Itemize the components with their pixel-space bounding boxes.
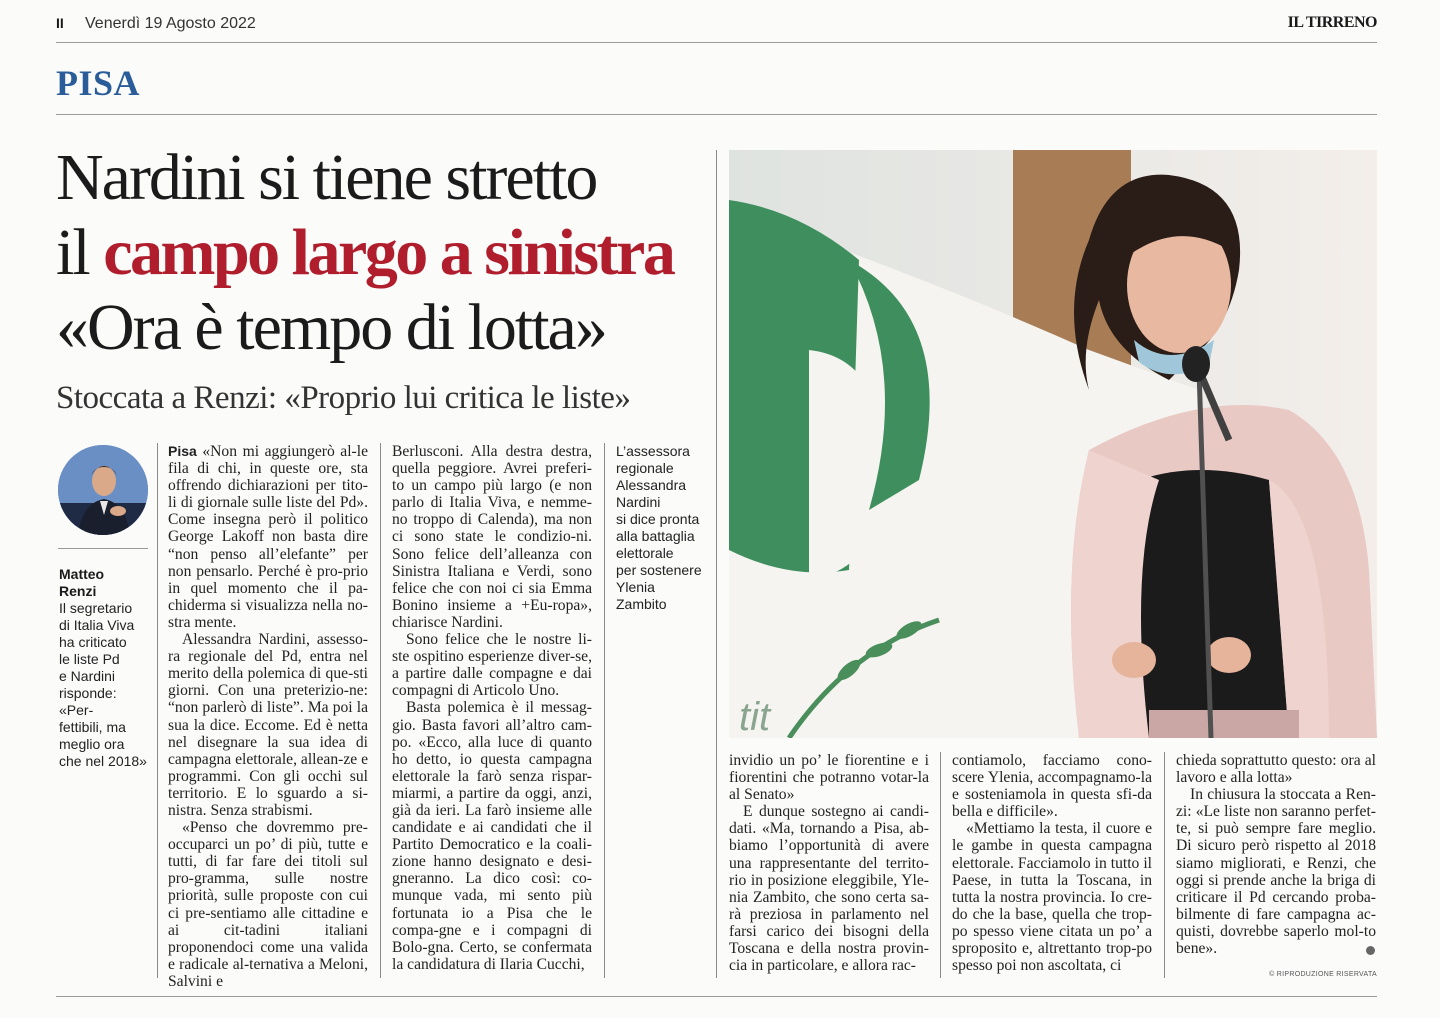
section-title: PISA <box>56 63 141 103</box>
article-paragraph: «Penso che dovremmo pre-occuparci un po’ di più, tutte e tutti, di far fare dei titoli sul pro-gramma, sulle nostre priorità, sulle proposte con cui ci pre-sentiamo alle cittadine e ai cit-tadini italiani proponendoci come una valida e radicale al-ternativa a Meloni, Salvini e <box>168 819 368 990</box>
sidebar-caption-line: meglio ora <box>59 736 125 752</box>
column-divider <box>1164 752 1165 978</box>
headline <box>56 140 716 365</box>
sidebar-caption-line: Il segretario <box>59 600 133 616</box>
article-paragraph <box>168 443 368 631</box>
sidebar-caption <box>59 566 151 770</box>
article-paragraph: «Mettiamo la testa, il cuore e le gambe in questa campagna elettorale. Facciamolo in tutto il Paese, in tutta la Toscana, in tutta la nostra provincia. Io cre-do che la base, quella che trop-po spesso viene citata un po’ a sproposito e, altrettanto trop-po spesso poi non ascoltata, ci <box>952 820 1152 975</box>
newspaper-brand: IL TIRRENO <box>1287 14 1377 31</box>
photo-caption-line: regionale <box>616 460 674 476</box>
nardini-speaking-photo-icon <box>729 150 1377 738</box>
sidebar-caption-line: di Italia Viva <box>59 617 135 633</box>
article-paragraph: Berlusconi. Alla destra destra, quella peggiore. Avrei preferi-to un campo più largo (e non parlo di Italia Viva, e nemme-no troppo di Calenda), ma non ci sono state le condizio-ni. Sono felice dell’alleanza con Sinistra Italiana e Verdi, sono felice che con noi ci sia Emma Bonino insieme a +Eu-ropa», chiarisce Nardini. <box>392 443 592 631</box>
page-number: II <box>56 15 64 31</box>
sidebar-name-line-1: Matteo <box>59 566 105 582</box>
photo-caption-line: Nardini <box>616 494 661 510</box>
headline-line-2-prefix: il <box>56 216 104 289</box>
article-paragraph-text: «Non mi aggiungerò al-le fila di chi, in queste ore, sta offrendo dichiarazioni per tito-li di giornale sulle liste del Pd». Come insegna però il politico George Lakoff non basta dire “non penso all’elefante” per non pensarlo. Perché è pro-prio in quel momento che il pa-chiderma si visualizza nella no-stra mente. <box>168 443 368 631</box>
photo-caption-line: Ylenia <box>616 579 655 595</box>
photo-caption-line: alla battaglia <box>616 528 695 544</box>
sidebar-caption-line: risponde: «Per- <box>59 685 117 718</box>
article-kicker: Pisa <box>168 443 197 459</box>
sidebar-caption-line: che nel 2018» <box>59 753 147 769</box>
headline-line-2 <box>56 215 716 290</box>
issue-date: Venerdì 19 Agosto 2022 <box>85 15 256 32</box>
photo-caption-line: si dice pronta <box>616 511 700 527</box>
article-paragraph: Alessandra Nardini, assesso-ra regionale del Pd, entra nel merito della polemica di que-sti giorni. Con una preterizio-ne: “non parlerò di liste”. Ma poi la sua la dice. Eccome. Ed è netta nel disegnare la sua idea di campagna elettorale, allean-ze e programmi. Con gli occhi sul territorio. E lo sguardo a si-nistra. Senza strabismi. <box>168 631 368 819</box>
photo-caption-line: per sostenere <box>616 562 702 578</box>
sidebar-name-line-2: Renzi <box>59 583 97 599</box>
sidebar-rule <box>58 548 148 549</box>
photo-caption-line: Alessandra <box>616 477 687 493</box>
article-paragraph: Sono felice che le nostre li-ste ospitino esperienze diver-se, a partire dalle compagne e dai compagni di Articolo Uno. <box>392 631 592 700</box>
article-end-marker-icon <box>1366 946 1375 955</box>
column-divider <box>604 443 605 978</box>
article-column-3 <box>729 752 929 974</box>
article-column-2 <box>392 443 592 973</box>
headline-line-1: Nardini si tiene stretto <box>56 141 597 214</box>
footer-rule <box>56 996 1377 997</box>
column-divider <box>940 752 941 978</box>
header-rule <box>56 42 1377 43</box>
photo-caption-line: elettorale <box>616 545 674 561</box>
sidebar-caption-line: e Nardini <box>59 668 116 684</box>
subheadline: Stoccata a Renzi: «Proprio lui critica le liste» <box>56 380 631 416</box>
section-rule <box>56 114 1377 115</box>
renzi-avatar <box>58 445 148 535</box>
column-divider <box>380 443 381 978</box>
article-photo <box>729 150 1377 738</box>
article-paragraph: E dunque sostegno ai candi-dati. «Ma, tornando a Pisa, ab-biamo l’opportunità di avere una rappresentante del territo-rio in posizione eleggibile, Yle-nia Zambito, che sono certa sa-rà preziosa in parlamento nel farsi carico dei bisogni della Toscana e della nostra provin-cia in particolare, e allora rac- <box>729 803 929 975</box>
sidebar-caption-line: fettibili, ma <box>59 719 126 735</box>
copyright-notice: © RIPRODUZIONE RISERVATA <box>1269 971 1377 978</box>
sidebar-caption-line: le liste Pd <box>59 651 120 667</box>
column-divider <box>157 443 158 978</box>
article-paragraph: Basta polemica è il messag-gio. Basta favori all’altro cam-po. «Ecco, alla luce di quanto ho detto, io questa campagna elettorale la farò senza rispar-miarmi, a partire da oggi, anzi, già da ieri. La farò insieme alle candidate e ai candidati che il Partito Democratico e la coali-zione hanno designato e desi-gneranno. La dico così: co-munque vada, mi sento più fortunata io a Pisa che le compa-gne e i compagni di Bolo-gna. Certo, se confermata la candidatura di Ilaria Cucchi, <box>392 699 592 973</box>
article-paragraph: chieda soprattutto questo: ora al lavoro e alla lotta» <box>1176 752 1376 787</box>
article-paragraph: In chiusura la stoccata a Ren-zi: «Le liste non saranno perfet-te, si può sempre fare meglio. Di sicuro però rispetto al 2018 siamo migliorati, e Renzi, che oggi si prende anche la briga di criticare il Pd cercando proba-bilmente di fare campagna ac-quisti, dovrebbe saperlo mol-to bene». <box>1176 786 1376 958</box>
article-column-1 <box>168 443 368 990</box>
photo-caption-line: L’assessora <box>616 443 690 459</box>
article-paragraph: invidio un po’ le fiorentine e i fiorentini che potranno votar-la al Senato» <box>729 752 929 804</box>
article-column-5 <box>1176 752 1376 957</box>
headline-highlight: campo largo a sinistra <box>103 216 674 289</box>
svg-text:tit: tit <box>739 695 771 738</box>
photo-caption <box>616 443 720 613</box>
article-paragraph: contiamolo, facciamo cono-scere Ylenia, accompagnamo-la e sosteniamola in questa sfi-da bella e difficile». <box>952 752 1152 821</box>
renzi-portrait-icon <box>58 445 148 535</box>
article-column-4 <box>952 752 1152 974</box>
photo-caption-line: Zambito <box>616 596 667 612</box>
headline-line-3: «Ora è tempo di lotta» <box>56 291 606 364</box>
sidebar-caption-line: ha criticato <box>59 634 127 650</box>
